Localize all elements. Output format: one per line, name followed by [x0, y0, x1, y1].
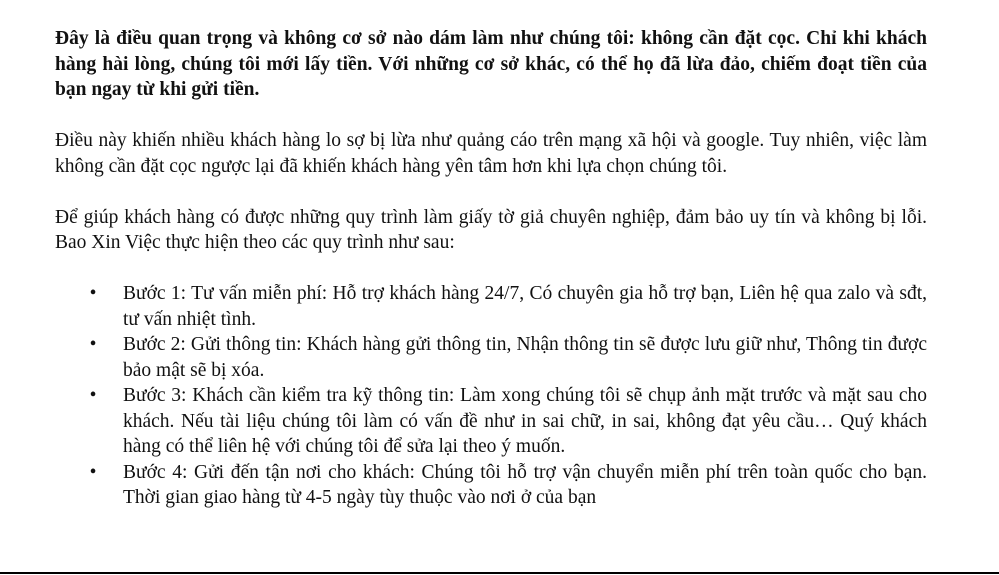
concern-paragraph: Điều này khiến nhiều khách hàng lo sợ bị lừa như quảng cáo trên mạng xã hội và google. Tuy nhiên, việc làm không cần đặt cọc ngược lại đã khiến khách hàng yên tâm hơn khi lựa chọn chúng tôi. [55, 130, 927, 177]
bullet-icon: • [89, 461, 97, 483]
bullet-icon: • [89, 334, 97, 355]
document-body [55, 26, 927, 511]
paragraph-spacer [55, 103, 927, 129]
list-item-step-1 [55, 281, 927, 332]
bottom-divider [0, 572, 999, 574]
paragraph-spacer [55, 256, 927, 282]
process-steps-list [55, 281, 927, 511]
process-intro-paragraph: Để giúp khách hàng có được những quy trình làm giấy tờ giả chuyên nghiệp, đảm bảo uy tín và không bị lỗi. Bao Xin Việc thực hiện theo các quy trình như sau: [55, 206, 927, 253]
bullet-icon: • [89, 283, 97, 304]
bullet-icon: • [89, 385, 97, 406]
list-item-step-2 [55, 332, 927, 383]
list-item-step-4 [55, 460, 927, 511]
step-text: Bước 4: Gửi đến tận nơi cho khách: Chúng tôi hỗ trợ vận chuyển miễn phí trên toàn quốc cho bạn. Thời gian giao hàng từ 4-5 ngày tùy thuộc vào nơi ở của bạn [123, 461, 927, 508]
step-text: Bước 2: Gửi thông tin: Khách hàng gửi thông tin, Nhận thông tin sẽ được lưu giữ như, Thông tin được bảo mật sẽ bị xóa. [123, 334, 927, 381]
step-text: Bước 3: Khách cần kiểm tra kỹ thông tin: Làm xong chúng tôi sẽ chụp ảnh mặt trước và mặt sau cho khách. Nếu tài liệu chúng tôi làm có vấn đề như in sai chữ, in sai, không đạt yêu cầu… Quý khách hàng có thể liên hệ với chúng tôi để sửa lại theo ý muốn. [123, 385, 927, 457]
step-text: Bước 1: Tư vấn miễn phí: Hỗ trợ khách hàng 24/7, Có chuyên gia hỗ trợ bạn, Liên hệ qua zalo và sđt, tư vấn nhiệt tình. [123, 283, 927, 330]
intro-paragraph: Đây là điều quan trọng và không cơ sở nào dám làm như chúng tôi: không cần đặt cọc. Chỉ khi khách hàng hài lòng, chúng tôi mới lấy tiền. Với những cơ sở khác, có thể họ đã lừa đảo, chiếm đoạt tiền của bạn ngay từ khi gửi tiền. [55, 28, 927, 100]
paragraph-spacer [55, 179, 927, 205]
list-item-step-3 [55, 383, 927, 460]
